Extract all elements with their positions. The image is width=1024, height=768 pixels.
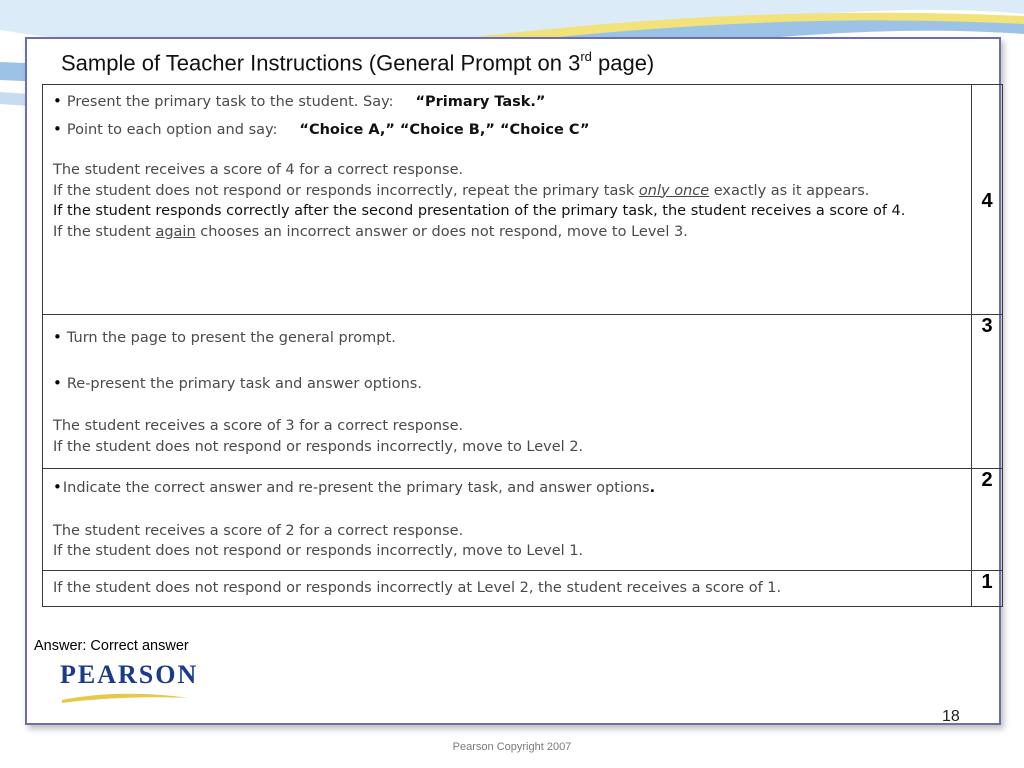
level-2-bullet-1: •Indicate the correct answer and re-present the primary task, and answer options.: [53, 478, 656, 496]
level-2-instructions: [43, 469, 972, 571]
level-2-score-text: The student receives a score of 2 for a correct response.: [53, 522, 464, 539]
level-4-instructions: [43, 85, 972, 315]
level-4-score: 4: [972, 85, 1003, 315]
level-3-bullet-2: • Re-present the primary task and answer options.: [53, 373, 422, 392]
level-4-bullet-1: • Present the primary task to the student. Say: “Primary Task.”: [53, 92, 546, 110]
slide-title: Sample of Teacher Instructions (General Prompt on 3rd page): [61, 49, 655, 76]
copyright-footer: Pearson Copyright 2007: [452, 741, 572, 753]
level-3-instructions: [43, 315, 972, 469]
scoring-rubric-table: [42, 84, 1003, 607]
pearson-logo-swoosh: [60, 690, 190, 704]
rubric-row-level-3: [43, 315, 1003, 469]
level-3-move-text: If the student does not respond or responds incorrectly, move to Level 2.: [53, 438, 584, 455]
rubric-row-level-2: [43, 469, 1003, 571]
level-3-score-text: The student receives a score of 3 for a correct response.: [53, 418, 464, 434]
level-2-move-text: If the student does not respond or responds incorrectly, move to Level 1.: [53, 543, 584, 559]
level-1-text: If the student does not respond or responds incorrectly at Level 2, the student receives a score of 1.: [53, 579, 782, 596]
level-1-score: 1: [972, 570, 1003, 606]
pearson-logo: [60, 660, 199, 704]
answer-note: Answer: Correct answer: [34, 638, 189, 654]
rubric-row-level-4: [43, 85, 1003, 315]
level-4-repeat-text: If the student does not respond or responds incorrectly, repeat the primary task only once exactly as it appears.: [53, 182, 870, 199]
level-2-score: 2: [972, 469, 1003, 571]
level-4-again-text: If the student again chooses an incorrect answer or does not respond, move to Level 3.: [53, 223, 688, 240]
rubric-row-level-1: [43, 570, 1003, 606]
level-3-score: 3: [972, 315, 1003, 469]
pearson-logo-text: PEARSON: [60, 660, 199, 689]
level-1-instructions: [43, 570, 972, 606]
level-4-second-presentation-text: If the student responds correctly after the second presentation of the primary task, the student receives a score of 4.: [53, 203, 906, 219]
page-number: 18: [942, 708, 960, 725]
level-4-score-text: The student receives a score of 4 for a correct response.: [53, 162, 464, 178]
level-4-bullet-2: • Point to each option and say: “Choice A,” “Choice B,” “Choice C”: [53, 119, 590, 138]
level-3-bullet-1: • Turn the page to present the general prompt.: [53, 328, 396, 346]
